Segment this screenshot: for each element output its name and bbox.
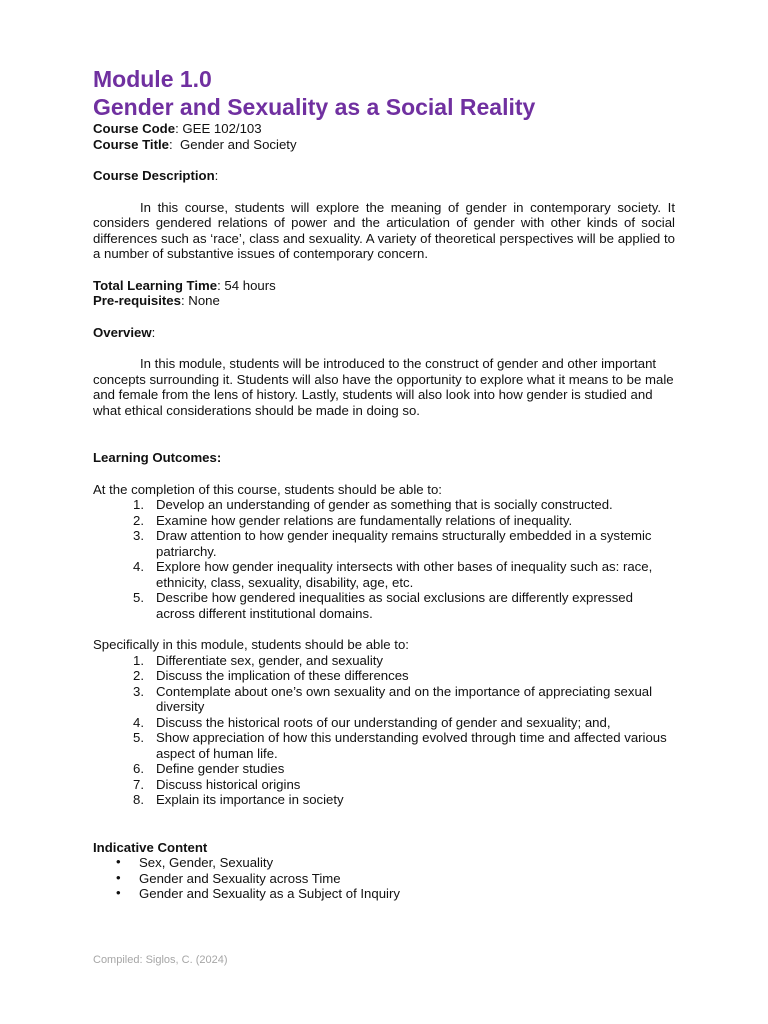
list-item-text: Discuss historical origins [156,776,301,792]
footer-compiled-by: Compiled: Siglos, C. (2024) [93,954,228,966]
course-title-value: : Gender and Society [168,136,297,152]
list-item-text: Discuss the historical roots of our understanding of gender and sexuality; and, [156,714,611,730]
list-item-number: 8. [133,792,144,807]
list-item-number: 4. [133,714,144,730]
module-title: Gender and Sexuality as a Social Reality [93,93,536,120]
list-item-text: Explain its importance in society [156,792,344,807]
prerequisites [93,293,675,309]
indicative-content-list [93,855,675,902]
list-item [93,653,675,669]
list-item-number: 2. [133,512,144,528]
course-title [93,137,675,153]
prereq-label: Pre-requisites [93,293,181,308]
list-item [93,871,675,887]
list-item-text: Draw attention to how gender inequality remains structurally embedded in a systemic patriarchy. [156,528,652,559]
list-item-text: Sex, Gender, Sexuality [139,855,274,870]
bullet-icon: • [116,869,121,885]
list-item-text: Examine how gender relations are fundamentally relations of inequality. [156,512,573,528]
list-item-text: Explore how gender inequality intersects with other bases of inequality such as: race, ethnicity, class, sexuality, disability, age, etc. [156,559,653,590]
list-item-text: Differentiate sex, gender, and sexuality [156,652,384,668]
module-number: Module 1.0 [93,66,212,92]
list-item [93,855,675,871]
list-item-text: Describe how gendered inequalities as social exclusions are differently expressed across different institutional domains. [156,590,633,621]
course-title-label: Course Title [93,136,169,152]
list-item-text: Develop an understanding of gender as something that is socially constructed. [156,497,613,512]
total-learning-time [93,278,675,294]
list-item-number: 5. [133,730,144,745]
learning-outcomes-heading: Learning Outcomes: [93,450,222,465]
list-item-number: 1. [133,652,144,668]
list-item [93,513,675,529]
list-item-number: 4. [133,559,144,574]
list-item [93,590,675,621]
list-item [93,684,675,715]
list-item-text: Discuss the implication of these differences [156,668,409,683]
list-item-number: 5. [133,590,144,605]
list-item [93,792,675,808]
overview-heading [93,325,675,341]
list-item [93,886,675,902]
list-item-text: Gender and Sexuality as a Subject of Inquiry [139,886,400,901]
learning-time-label: Total Learning Time [93,277,218,293]
bullet-icon: • [116,885,121,900]
course-description-heading [93,168,675,184]
course-description-text: In this course, students will explore the meaning of gender in contemporary society. It considers gendered relations of power and the articulation of gender with other kinds of social differences such as ‘race’, class and sexuality. A variety of theoretical perspectives will be applied to a number of substantive issues of contemporary concern. [93,199,675,261]
list-item-number: 7. [133,776,144,792]
list-item-text: Show appreciation of how this understanding evolved through time and affected various aspect of human life. [156,730,667,761]
list-item-text: Gender and Sexuality across Time [139,870,341,886]
indicative-content-heading: Indicative Content [93,839,208,855]
course-code [93,121,675,137]
course-code-value: : GEE 102/103 [175,121,262,136]
course-outcomes-intro: At the completion of this course, students should be able to: [93,481,442,497]
overview-colon: : [151,324,156,340]
course-code-label: Course Code [93,121,176,136]
module-outcomes-intro: Specifically in this module, students should be able to: [93,637,409,652]
bullet-icon: • [116,854,121,869]
overview-label: Overview [93,324,152,340]
list-item [93,668,675,684]
list-item-number: 3. [133,528,144,543]
list-item [93,497,675,513]
module-outcomes-list [93,653,675,808]
list-item [93,715,675,731]
overview-text: In this module, students will be introduced to the construct of gender and other important concepts surrounding it. Students will also have the opportunity to explore what it means to be male and female from the lens of history. Lastly, students will also look into how gender is studied and what ethical considerations should be made in doing so. [93,356,674,418]
list-item [93,559,675,590]
list-item-number: 2. [133,668,144,683]
list-item [93,730,675,761]
course-description-label: Course Description [93,168,215,183]
learning-time-value: : 54 hours [217,277,276,293]
prereq-value: : None [180,293,220,308]
list-item [93,528,675,559]
list-item-text: Define gender studies [156,761,285,776]
course-description-colon: : [214,168,219,183]
list-item [93,761,675,777]
list-item-number: 1. [133,497,144,512]
list-item-number: 6. [133,761,144,776]
document-page [93,66,675,902]
course-outcomes-list [93,497,675,621]
list-item-number: 3. [133,683,144,699]
list-item [93,777,675,793]
list-item-text: Contemplate about one’s own sexuality and on the importance of appreciating sexual diversity [156,683,653,714]
